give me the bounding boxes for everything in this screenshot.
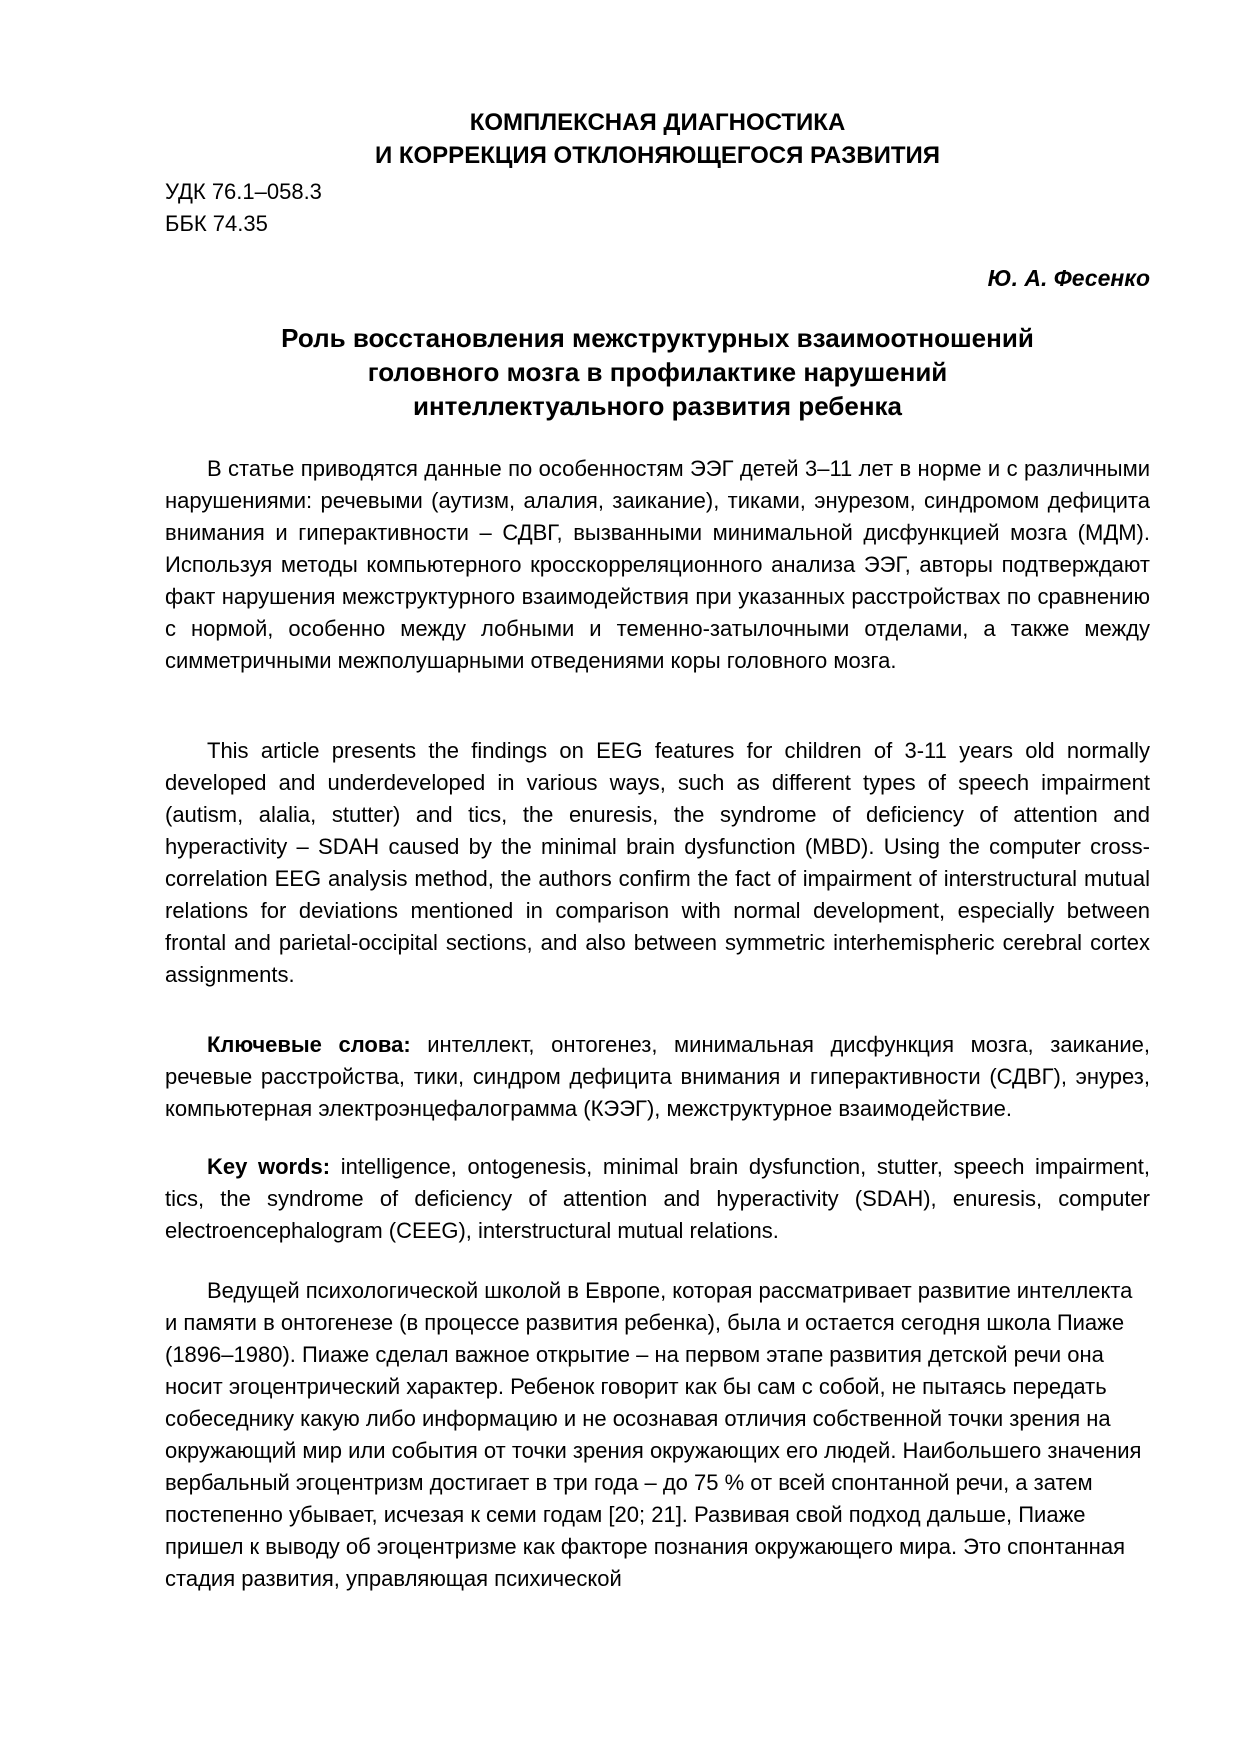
article-title	[165, 321, 1150, 423]
udc-code: УДК 76.1–058.3	[165, 179, 322, 204]
bbk-code: ББК 74.35	[165, 211, 268, 236]
keywords-russian-label: Ключевые слова:	[207, 1032, 411, 1057]
keywords-russian	[165, 1029, 1150, 1125]
section-header-line-1: КОМПЛЕКСНАЯ ДИАГНОСТИКА	[469, 109, 846, 136]
page-content	[165, 106, 1150, 1595]
author-name: Ю. А. Фесенко	[987, 265, 1150, 291]
keywords-russian-text: интеллект, онтогенез, минимальная дисфункция мозга, заикание, речевые расстройства, тики, синдром дефицита внимания и гиперактивности (СДВГ), энурез, компьютерная электроэнцефалограмма (КЭЭГ), межструктурное взаимодействие.	[165, 1032, 1150, 1121]
article-title-line-2: головного мозга в профилактике нарушений	[367, 357, 948, 387]
section-header	[165, 106, 1150, 172]
keywords-english-label: Key words:	[207, 1154, 331, 1179]
keywords-english	[165, 1151, 1150, 1247]
keywords-english-text: intelligence, ontogenesis, minimal brain dysfunction, stutter, speech impairment, tics, the syndrome of deficiency of attention and hyperactivity (SDAH), enuresis, computer electroencephalogram (CEEG), interstructural mutual relations.	[165, 1154, 1150, 1243]
classification-codes	[165, 176, 1150, 240]
body-paragraph: Ведущей психологической школой в Европе, которая рассматривает развитие интеллекта и памяти в онтогенезе (в процессе развития ребенка), была и остается сегодня школа Пиаже (1896–1980). Пиаже сделал важное открытие – на первом этапе развития детской речи она носит эгоцентрический характер. Ребенок говорит как бы сам с собой, не пытаясь передать собеседнику какую либо информацию и не осознавая отличия собственной точки зрения на окружающий мир или события от точки зрения окружающих его людей. Наибольшего значения вербальный эгоцентризм достигает в три года – до 75 % от всей спонтанной речи, а затем постепенно убывает, исчезая к семи годам [20; 21]. Развивая свой подход дальше, Пиаже пришел к выводу об эгоцентризме как факторе познания окружающего мира. Это спонтанная стадия развития, управляющая психической	[165, 1278, 1142, 1591]
article-title-line-3: интеллектуального развития ребенка	[412, 391, 903, 421]
abstract-english: This article presents the findings on EEG features for children of 3-11 years old normally developed and underdeveloped in various ways, such as different types of speech impairment (autism, alalia, stutter) and tics, the enuresis, the syndrome of deficiency of attention and hyperactivity – SDAH caused by the minimal brain dysfunction (MBD). Using the computer cross-correlation EEG analysis method, the authors confirm the fact of impairment of interstructural mutual relations for deviations mentioned in comparison with normal development, especially between frontal and parietal-occipital sections, and also between symmetric interhemispheric cerebral cortex assignments.	[165, 738, 1150, 987]
article-title-line-1: Роль восстановления межструктурных взаимоотношений	[281, 323, 1034, 353]
abstract-russian: В статье приводятся данные по особенностям ЭЭГ детей 3–11 лет в норме и с различными нарушениями: речевыми (аутизм, алалия, заикание), тиками, энурезом, синдромом дефицита внимания и гиперактивности – СДВГ, вызванными минимальной дисфункцией мозга (МДМ). Используя методы компьютерного кросскорреляционного анализа ЭЭГ, авторы подтверждают факт нарушения межструктурного взаимодействия при указанных расстройствах по сравнению с нормой, особенно между лобными и теменно-затылочными отделами, а также между симметричными межполушарными отведениями коры головного мозга.	[165, 456, 1150, 673]
section-header-line-2: И КОРРЕКЦИЯ ОТКЛОНЯЮЩЕГОСЯ РАЗВИТИЯ	[374, 142, 941, 169]
